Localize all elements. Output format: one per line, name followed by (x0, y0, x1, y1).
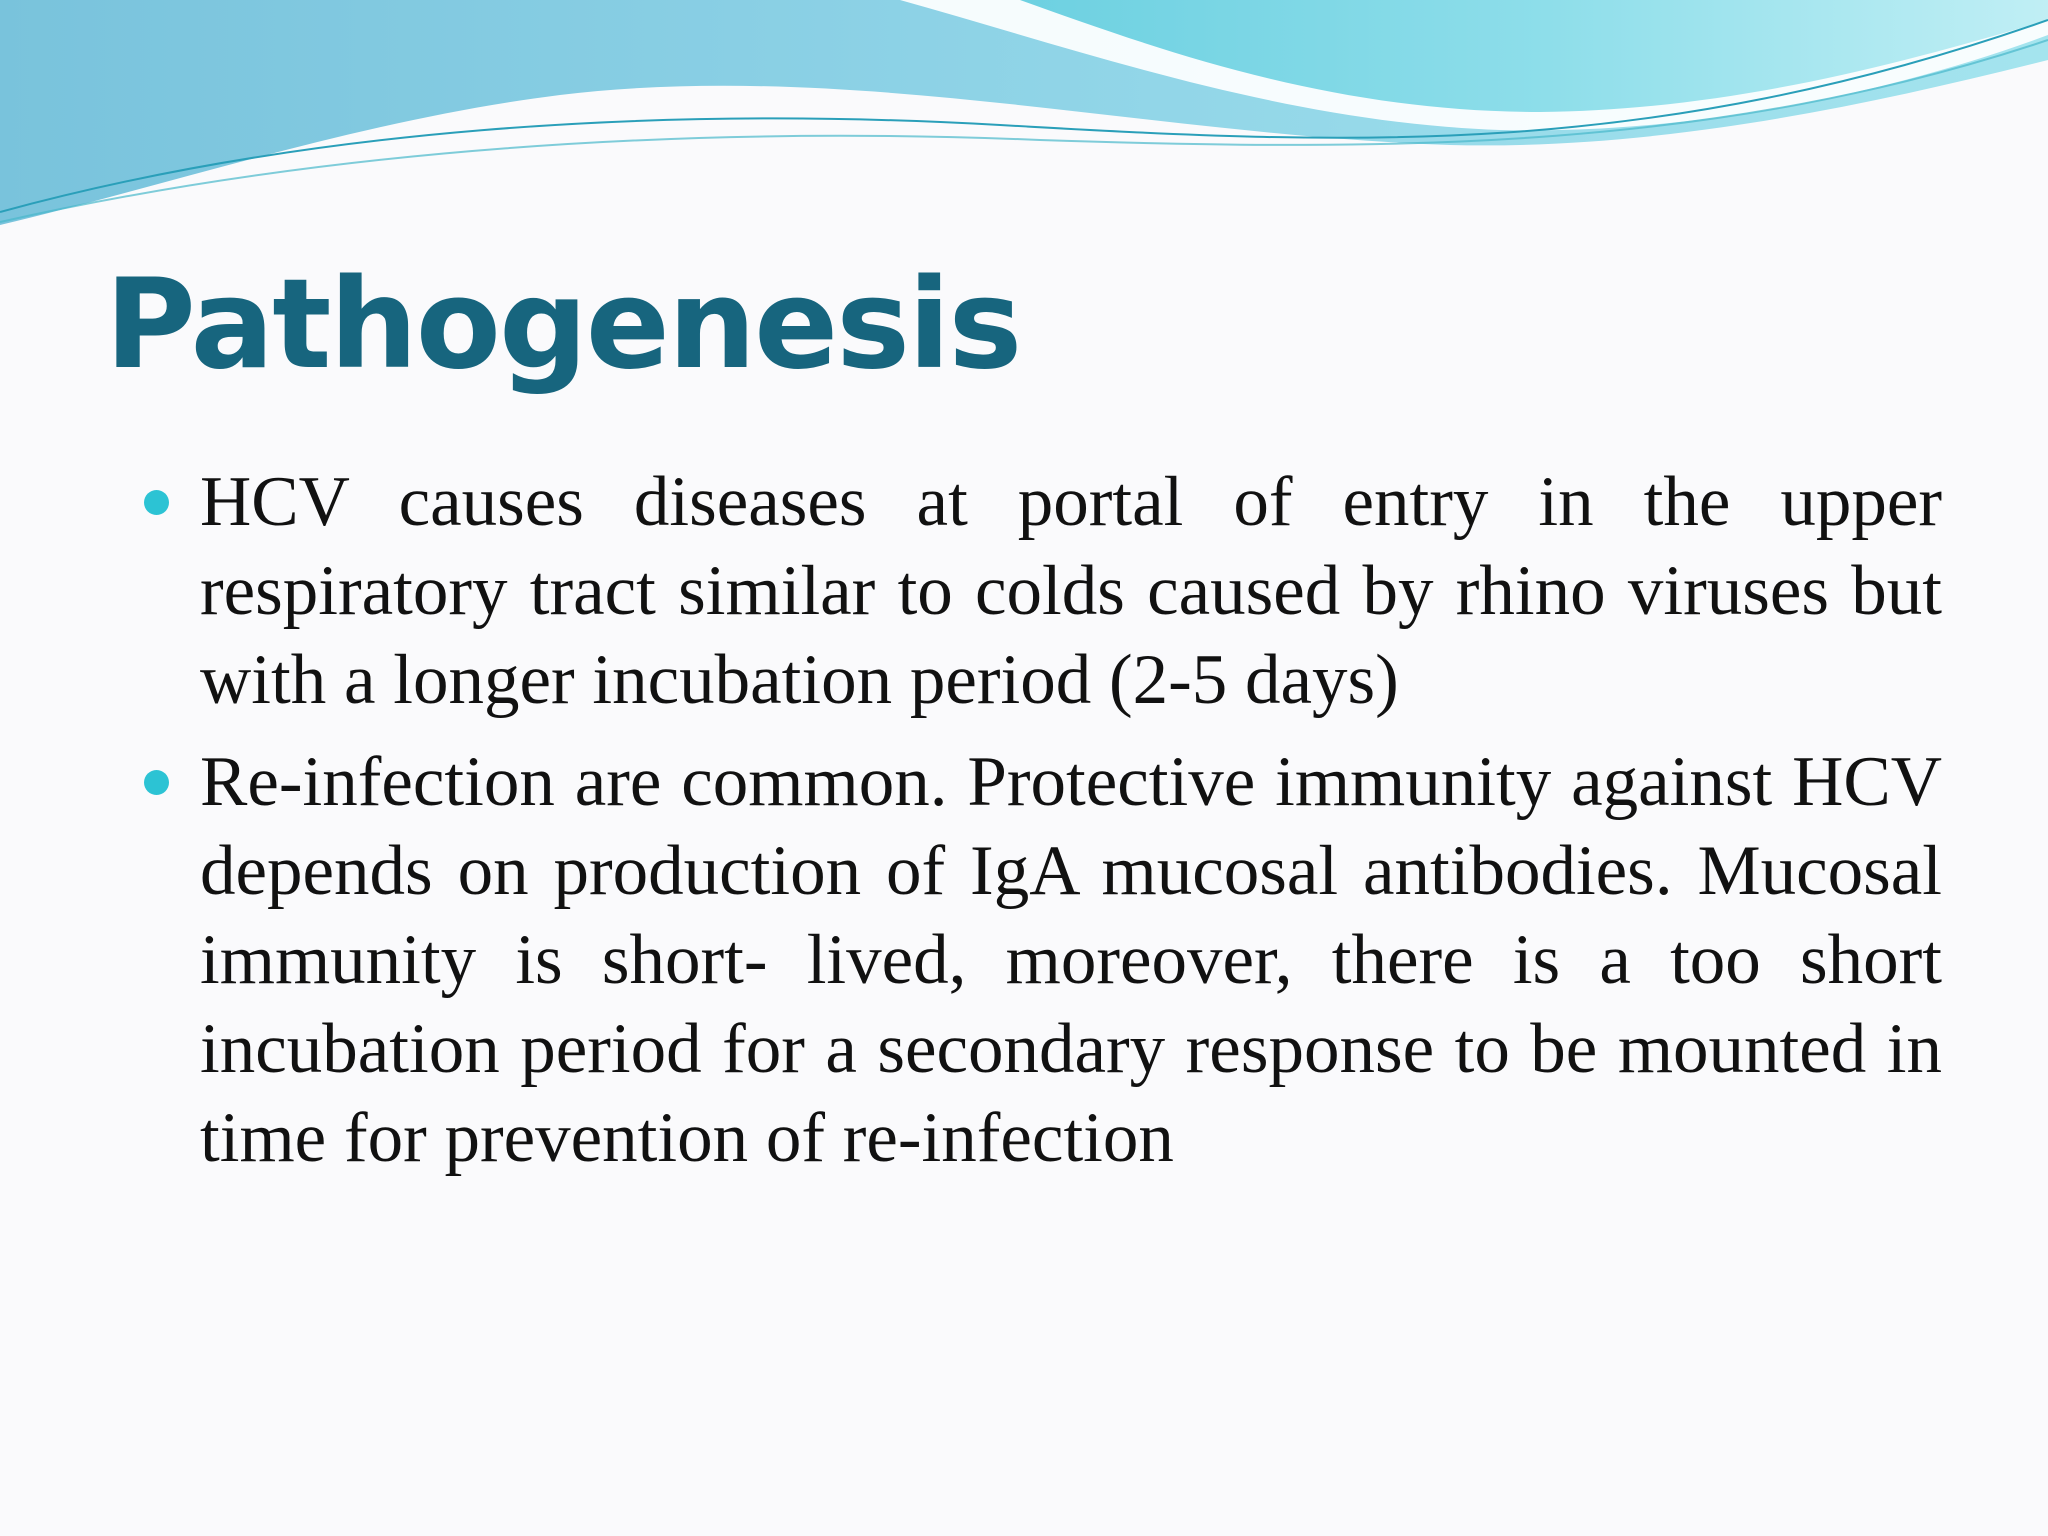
bullet-text-2: Re-infection are common. Protective immunity against HCV depends on production of IgA mucosal antibodies. Mucosal immunity is short- lived, moreover, there is a too short incubation period for a secondary response to be mounted in time for prevention of re-infection (200, 743, 1942, 1177)
bullet-dot-icon (144, 490, 169, 515)
header-wave-decoration (0, 0, 2048, 240)
bullet-item-2 (200, 738, 1942, 1183)
bullet-dot-icon (144, 770, 169, 795)
bullet-item-1 (200, 458, 1942, 725)
bullet-list (200, 458, 1942, 1196)
bullet-text-1: HCV causes diseases at portal of entry in the upper respiratory tract similar to colds caused by rhino viruses but with a longer incubation period (2-5 days) (200, 463, 1942, 719)
slide-title: Pathogenesis (105, 253, 1021, 397)
